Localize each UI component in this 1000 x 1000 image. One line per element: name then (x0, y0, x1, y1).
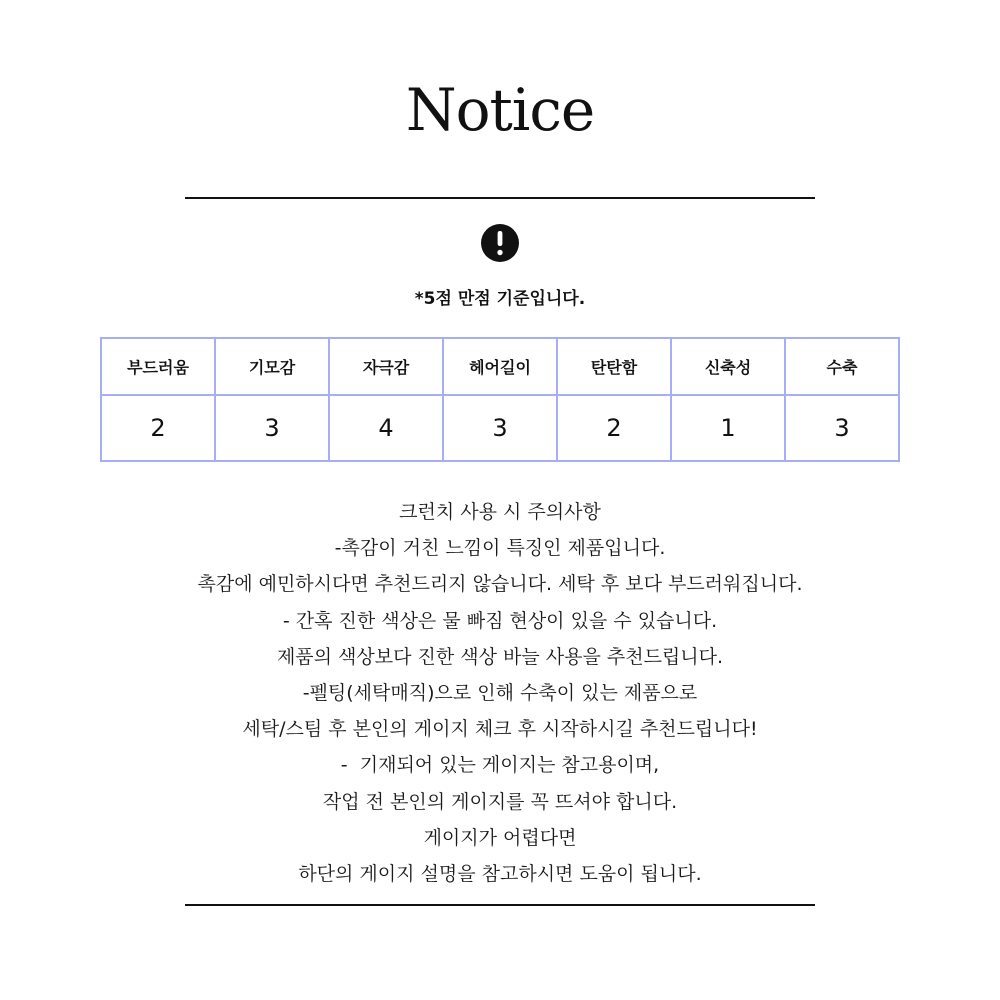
instruction-line: 촉감에 예민하시다면 추천드리지 않습니다. 세탁 후 보다 부드러워집니다. (197, 573, 803, 596)
instruction-line: 하단의 게이지 설명을 참고하시면 도움이 됩니다. (298, 863, 702, 886)
value-softness: 2 (101, 395, 215, 461)
value-shrinkage: 3 (785, 395, 899, 461)
value-elasticity: 1 (671, 395, 785, 461)
header-firmness: 탄탄함 (557, 338, 671, 395)
care-instructions (0, 494, 1000, 892)
exclamation-circle-icon (480, 223, 520, 263)
header-elasticity: 신축성 (671, 338, 785, 395)
header-brushed-feel: 기모감 (215, 338, 329, 395)
page-title: Notice (405, 76, 595, 144)
instruction-line: 게이지가 어렵다면 (423, 826, 577, 849)
value-hair-length: 3 (443, 395, 557, 461)
instruction-line: - 기재되어 있는 게이지는 참고용이며, (340, 754, 660, 777)
instruction-line: 작업 전 본인의 게이지를 꼭 뜨셔야 합니다. (322, 790, 678, 813)
instruction-line: -펠팅(세탁매직)으로 인해 수축이 있는 제품으로 (302, 682, 698, 705)
ratings-table (100, 337, 900, 462)
header-softness: 부드러움 (101, 338, 215, 395)
rating-scale-note: *5점 만점 기준입니다. (414, 289, 586, 309)
header-hair-length: 헤어길이 (443, 338, 557, 395)
value-brushed-feel: 3 (215, 395, 329, 461)
value-firmness: 2 (557, 395, 671, 461)
header-shrinkage: 수축 (785, 338, 899, 395)
value-irritation: 4 (329, 395, 443, 461)
bottom-divider (185, 904, 815, 906)
ratings-value-row (101, 395, 899, 461)
instruction-line: -촉감이 거친 느낌이 특징인 제품입니다. (334, 537, 666, 560)
instruction-line: 세탁/스팀 후 본인의 게이지 체크 후 시작하시길 추천드립니다! (242, 718, 758, 741)
instruction-line: 크런치 사용 시 주의사항 (399, 501, 601, 523)
instruction-line: 제품의 색상보다 진한 색상 바늘 사용을 추천드립니다. (276, 645, 724, 668)
header-irritation: 자극감 (329, 338, 443, 395)
instruction-line: - 간혹 진한 색상은 물 빠짐 현상이 있을 수 있습니다. (282, 609, 718, 632)
ratings-header-row (101, 338, 899, 395)
top-divider (185, 197, 815, 199)
